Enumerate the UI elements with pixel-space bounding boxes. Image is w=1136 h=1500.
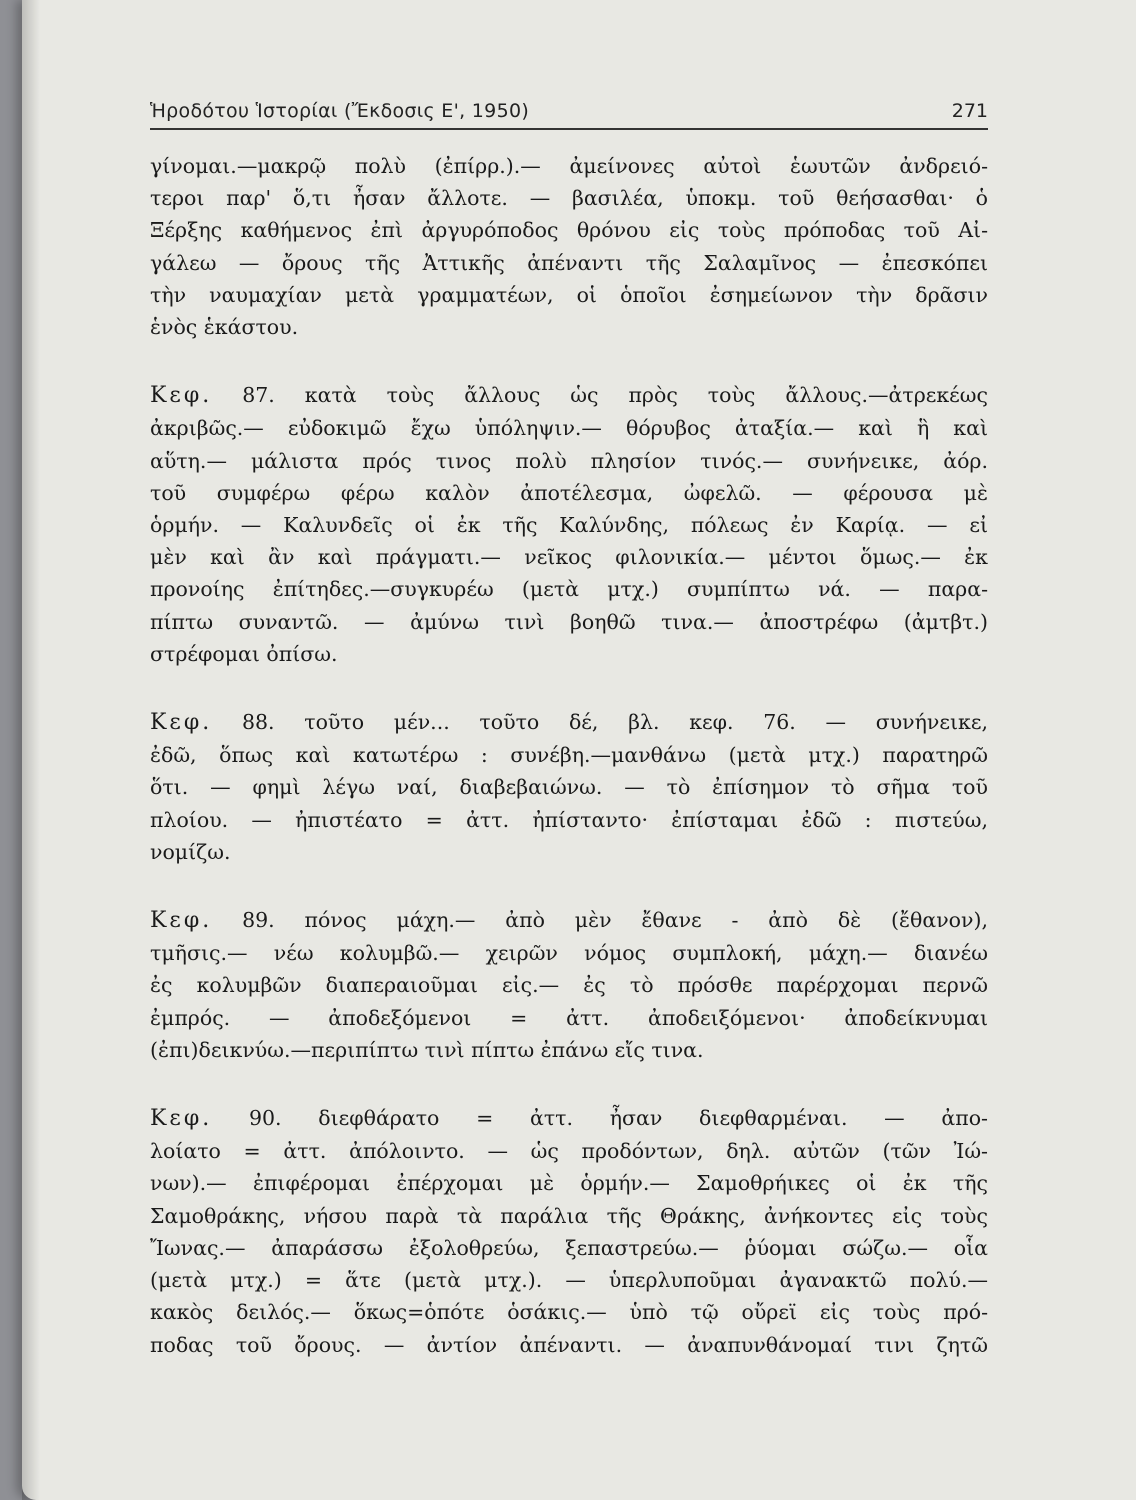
paragraph-chapter-88: [150, 706, 988, 868]
text-line: αὕτη.— μάλιστα πρός τινος πολὺ πλησίον τινός.— συνήνεικε, ἀόρ.: [150, 448, 988, 473]
commentary-text: [150, 150, 988, 1397]
paragraph-chapter-87: [150, 379, 988, 670]
paragraph-chapter-89: [150, 904, 988, 1066]
text-line: λοίατο = ἀττ. ἀπόλοιντο. — ὡς προδόντων, δηλ. αὐτῶν (τῶν Ἰώ-: [150, 1139, 988, 1164]
chapter-line-text: 87. κατὰ τοὺς ἄλλους ὡς πρὸς τοὺς ἄλλους.—ἀτρεκέως: [242, 383, 988, 408]
text-line: ὁρμήν. — Καλυνδεῖς οἱ ἐκ τῆς Καλύνδης, πόλεως ἐν Καρίᾳ. — εἰ: [150, 513, 988, 538]
text-line: ἐς κολυμβῶν διαπεραιοῦμαι εἰς.— ἐς τὸ πρόσθε παρέρχομαι περνῶ: [150, 973, 988, 998]
text-line: νομίζω.: [150, 839, 231, 864]
text-line: νων).— ἐπιφέρομαι ἐπέρχομαι μὲ ὁρμήν.— Σαμοθρήικες οἱ ἐκ τῆς: [150, 1171, 988, 1196]
page-number: 271: [951, 100, 988, 122]
text-line: [150, 904, 988, 937]
text-line: ποδας τοῦ ὄρους. — ἀντίον ἀπέναντι. — ἀναπυνθάνομαί τινι ζητῶ: [150, 1332, 988, 1357]
text-line: Ἴωνας.— ἀπαράσσω ἐξολοθρεύω, ξεπαστρεύω.— ῥύομαι σώζω.— οἷα: [150, 1235, 988, 1260]
text-line: [150, 379, 988, 412]
paragraph-chapter-90: [150, 1102, 988, 1361]
page-edge-shadow: [22, 0, 40, 1500]
text-line: πλοίου. — ἠπιστέατο = ἀττ. ἠπίσταντο· ἐπίσταμαι ἐδῶ : πιστεύω,: [150, 807, 988, 832]
text-line: ἐδῶ, ὅπως καὶ κατωτέρω : συνέβη.—μανθάνω (μετὰ μτχ.) παρατηρῶ: [150, 743, 988, 768]
text-line: τὴν ναυμαχίαν μετὰ γραμματέων, οἱ ὁποῖοι ἐσημείωνον τὴν δρᾶσιν: [150, 282, 988, 307]
text-line: προνοίης ἐπίτηδες.—συγκυρέω (μετὰ μτχ.) συμπίπτω νά. — παρα-: [150, 577, 988, 602]
running-head: [150, 100, 988, 130]
text-line: (μετὰ μτχ.) = ἅτε (μετὰ μτχ.). — ὑπερλυποῦμαι ἀγανακτῶ πολύ.—: [150, 1268, 988, 1293]
text-line: ἑνὸς ἑκάστου.: [150, 315, 299, 340]
text-line: κακὸς δειλός.— ὅκως=ὁπότε ὁσάκις.— ὑπὸ τῷ οὔρεϊ εἰς τοὺς πρό-: [150, 1300, 988, 1325]
text-line: Ξέρξης καθήμενος ἐπὶ ἀργυρόποδος θρόνου εἰς τοὺς πρόποδας τοῦ Αἰ-: [150, 218, 988, 243]
text-line: γάλεω — ὄρους τῆς Ἀττικῆς ἀπέναντι τῆς Σαλαμῖνος — ἐπεσκόπει: [150, 250, 988, 275]
text-line: [150, 1102, 988, 1135]
text-line: Σαμοθράκης, νήσου παρὰ τὰ παράλια τῆς Θράκης, ἀνήκοντες εἰς τοὺς: [150, 1203, 988, 1228]
text-line: τμῆσις.— νέω κολυμβῶ.— χειρῶν νόμος συμπλοκή, μάχη.— διανέω: [150, 941, 988, 966]
text-line: ἀκριβῶς.— εὐδοκιμῶ ἔχω ὑπόληψιν.— θόρυβος ἀταξία.— καὶ ἣ καὶ: [150, 416, 988, 441]
text-line: ἐμπρός. — ἀποδεξόμενοι = ἀττ. ἀποδειξόμενοι· ἀποδείκνυμαι: [150, 1005, 988, 1030]
running-title: Ἡροδότου Ἱστορίαι (Ἔκδοσις Ε', 1950): [150, 100, 530, 122]
text-line: μὲν καὶ ἂν καὶ πράγματι.— νεῖκος φιλονικία.— μέντοι ὅμως.— ἐκ: [150, 545, 988, 570]
chapter-label: Κεφ.: [150, 710, 213, 736]
text-line: στρέφομαι ὀπίσω.: [150, 641, 338, 666]
text-line: (ἐπι)δεικνύω.—περιπίπτω τινὶ πίπτω ἐπάνω εἴς τινα.: [150, 1037, 704, 1062]
text-line: ὅτι. — φημὶ λέγω ναί, διαβεβαιώνω. — τὸ ἐπίσημον τὸ σῆμα τοῦ: [150, 775, 988, 800]
chapter-label: Κεφ.: [150, 1106, 213, 1132]
chapter-label: Κεφ.: [150, 908, 213, 934]
text-line: τεροι παρ' ὅ,τι ἦσαν ἄλλοτε. — βασιλέα, ὑποκμ. τοῦ θεήσασθαι· ὁ: [150, 186, 988, 211]
text-line: [150, 706, 988, 739]
text-line: πίπτω συναντῶ. — ἀμύνω τινὶ βοηθῶ τινα.— ἀποστρέφω (ἀμτβτ.): [150, 609, 988, 634]
text-line: τοῦ συμφέρω φέρω καλὸν ἀποτέλεσμα, ὠφελῶ. — φέρουσα μὲ: [150, 480, 988, 505]
chapter-line-text: 90. διεφθάρατο = ἀττ. ἦσαν διεφθαρμέναι. — ἀπο-: [248, 1106, 988, 1131]
chapter-line-text: 88. τοῦτο μέν... τοῦτο δέ, βλ. κεφ. 76. — συνήνεικε,: [241, 710, 988, 735]
chapter-label: Κεφ.: [150, 383, 213, 409]
text-line: γίνομαι.—μακρῷ πολὺ (ἐπίρρ.).— ἀμείνονες αὐτοὶ ἑωυτῶν ἀνδρειό-: [150, 154, 988, 178]
paragraph-intro: [150, 150, 988, 343]
chapter-line-text: 89. πόνος μάχη.— ἀπὸ μὲν ἔθανε - ἀπὸ δὲ (ἔθανον),: [242, 908, 988, 933]
